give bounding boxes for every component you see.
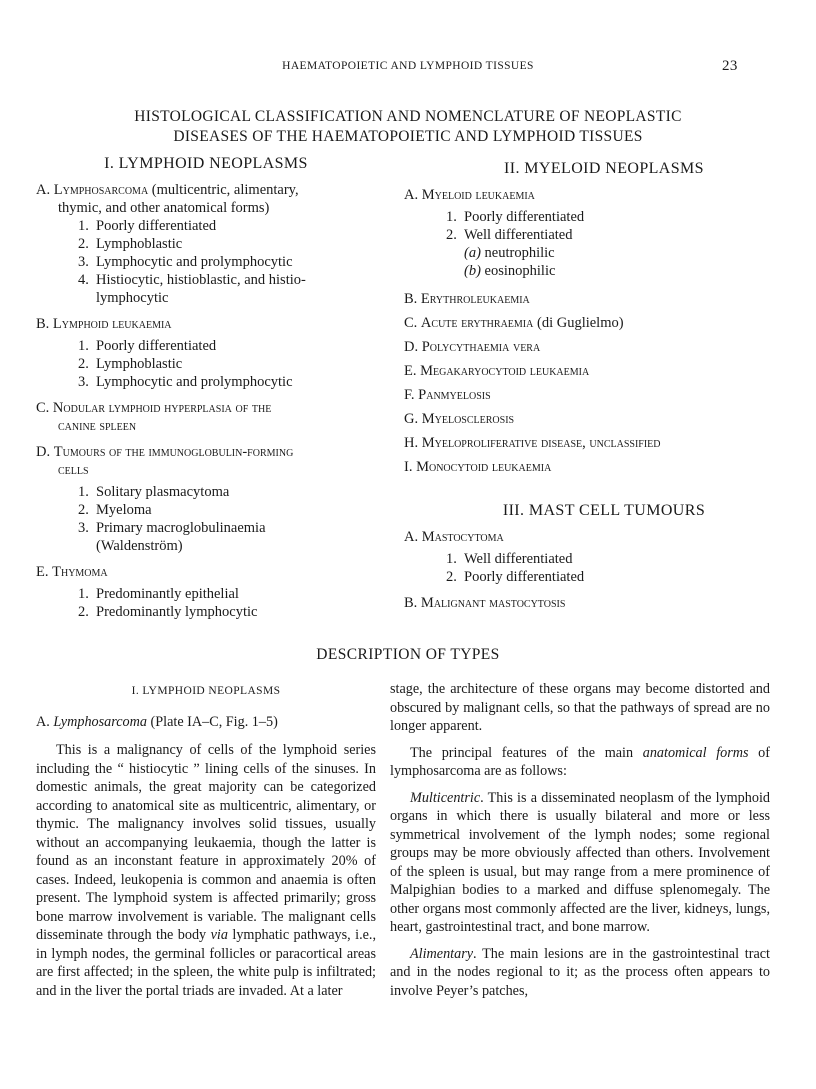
myeloid-classification-column <box>404 160 804 618</box>
list-item: 1. Well differentiated <box>446 551 573 567</box>
entry-myelosclerosis: G. Myelosclerosis <box>404 411 515 427</box>
page-title-line-1: HISTOLOGICAL CLASSIFICATION AND NOMENCLATURE OF NEOPLASTIC <box>134 108 682 125</box>
list-item: 3. Lymphocytic and prolymphocytic <box>78 254 293 270</box>
page-title <box>60 107 756 147</box>
paragraph: Alimentary. The main lesions are in the gastrointestinal tract and in the nodes regional to it; as the process often appears to involve Peyer’s patches, <box>390 945 770 999</box>
list-item: 2. Lymphoblastic <box>78 356 183 372</box>
description-title: DESCRIPTION OF TYPES <box>316 646 500 663</box>
entry-nodular-hyperplasia: C. Nodular lymphoid hyperplasia of the canine spleen <box>36 400 272 434</box>
entry-acute-erythraemia: C. Acute erythraemia (di Guglielmo) <box>404 315 624 331</box>
sub-sub-item: (a) neutrophilic <box>464 245 555 261</box>
entry-name: Myeloid leukaemia <box>421 187 535 203</box>
section-heading-lymphoid: I. LYMPHOID NEOPLASMS <box>104 155 308 172</box>
list-item: 1. Poorly differentiated <box>78 338 217 354</box>
list-item: 1. Poorly differentiated <box>446 209 585 225</box>
list-item: 1. Predominantly epithelial <box>78 586 239 602</box>
list-item: 1. Solitary plasmacytoma <box>78 484 230 500</box>
list-item: lymphocytic <box>96 290 169 306</box>
running-head-title: HAEMATOPOIETIC AND LYMPHOID TISSUES <box>282 60 534 72</box>
entry-mastocytoma: A. Mastocytoma 1. Well differentiated 2. Poorly differentiated <box>404 528 804 586</box>
sub-list <box>36 217 376 307</box>
entry-megakaryocytoid: E. Megakaryocytoid leukaemia <box>404 363 590 379</box>
description-left-column <box>36 680 376 1008</box>
entry-polycythaemia: D. Polycythaemia vera <box>404 339 541 355</box>
paragraph: The principal features of the main anatomical forms of lymphosarcoma are as follows: <box>390 744 770 779</box>
entry-lymphoid-leukaemia: B. Lymphoid leukaemia 1. Poorly differentiated 2. Lymphoblastic 3. Lymphocytic and prolymphocytic <box>36 315 376 391</box>
list-item: 2. Poorly differentiated <box>446 569 585 585</box>
entry-immunoglobulin-tumours: D. Tumours of the immunoglobulin-forming cells 1. Solitary plasmacytoma 2. Myeloma 3. Primary macroglobulinaemia (Waldenström) <box>36 443 376 555</box>
entry-myeloid-leukaemia: A. Myeloid leukaemia 1. Poorly differentiated 2. Well differentiated (a) neutrophilic (b) eosinophilic <box>404 186 804 280</box>
list-item: 3. Primary macroglobulinaemia <box>78 520 266 536</box>
entry-malignant-mastocytosis: B. Malignant mastocytosis <box>404 595 566 611</box>
sub-sub-item: (b) eosinophilic <box>464 263 556 279</box>
description-subheading: A. Lymphosarcoma (Plate IA–C, Fig. 1–5) <box>36 713 278 730</box>
entry-lymphosarcoma <box>36 181 376 307</box>
entry-name: Lymphoid leukaemia <box>52 316 172 332</box>
list-item: (Waldenström) <box>96 538 183 554</box>
list-item: 4. Histiocytic, histioblastic, and histio- <box>78 272 306 288</box>
sub-list <box>36 483 376 555</box>
entry-panmyelosis: F. Panmyelosis <box>404 387 491 403</box>
sub-list <box>404 208 804 244</box>
list-item: 2. Myeloma <box>78 502 152 518</box>
page-title-line-2: DISEASES OF THE HAEMATOPOIETIC AND LYMPHOID TISSUES <box>173 128 643 145</box>
sub-list <box>36 585 376 621</box>
entry-myeloproliferative: H. Myeloproliferative disease, unclassified <box>404 435 661 451</box>
entry-name: Tumours of the immunoglobulin-forming <box>53 444 294 460</box>
page-number: 23 <box>722 58 738 74</box>
entry-name: Thymoma <box>52 564 108 580</box>
entry-name: Mastocytoma <box>421 529 504 545</box>
list-item: 2. Lymphoblastic <box>78 236 183 252</box>
entry-erythroleukaemia: B. Erythroleukaemia <box>404 291 530 307</box>
entry-thymoma: E. Thymoma 1. Predominantly epithelial 2. Predominantly lymphocytic <box>36 563 376 621</box>
paragraph: Multicentric. This is a disseminated neoplasm of the lymphoid organs in which there is usually bilateral and more or less symmetrical involvement of the lymph nodes; some regional groups may be more obviously affected than others. Involvement of the spleen is usual, but may range from a mere prominence of Malpighian bodies to a marked and diffuse splenomegaly. The other organs most commonly affected are the liver, kidneys, lungs, heart, gastrointestinal tract, and bone marrow. <box>390 789 770 935</box>
list-item: 3. Lymphocytic and prolymphocytic <box>78 374 293 390</box>
section-heading-mast-cell: III. MAST CELL TUMOURS <box>502 502 706 519</box>
list-item: 1. Poorly differentiated <box>78 218 217 234</box>
list-item: 2. Well differentiated <box>446 227 573 243</box>
list-item: 2. Predominantly lymphocytic <box>78 604 258 620</box>
entry-monocytoid: I. Monocytoid leukaemia <box>404 459 552 475</box>
lymphoid-classification-column <box>36 155 376 627</box>
sub-list <box>36 337 376 391</box>
entry-name: Nodular lymphoid hyperplasia of the <box>52 400 272 416</box>
paragraph: This is a malignancy of cells of the lymphoid series including the “ histiocytic ” lining cells of the sinuses. In domestic animals, the great majority can be categorized according to anatomical site as multicentric, alimentary, or thymic. The malignancy involves solid tissues, usually without an accompanying leukaemia, though the latter is found as an inconstant feature in approximately 20% of cases. Indeed, leukopenia is common and anaemia is often present. The lymphoid system is affected primarily; gross bone marrow involvement is variable. The malignant cells disseminate through the body via lymphatic pathways, i.e., in lymph nodes, the germinal follicles or paracortical areas are first affected; in the spleen, the white pulp is infiltrated; and in the liver the portal triads are invaded. At a later <box>36 742 377 999</box>
description-right-column <box>390 680 770 1008</box>
sub-list <box>404 550 804 586</box>
entry-name: Lymphosarcoma <box>53 182 149 198</box>
paragraph: stage, the architecture of these organs may become distorted and obscured by malignant cells, so that the pathways of spread are no longer apparent. <box>390 681 770 734</box>
entry-main: A. Lymphosarcoma (multicentric, alimentary, <box>36 182 299 198</box>
description-section-heading: I. LYMPHOID NEOPLASMS <box>131 685 281 697</box>
section-heading-myeloid: II. MYELOID NEOPLASMS <box>504 160 704 177</box>
entry-continuation: thymic, and other anatomical forms) <box>58 200 270 216</box>
